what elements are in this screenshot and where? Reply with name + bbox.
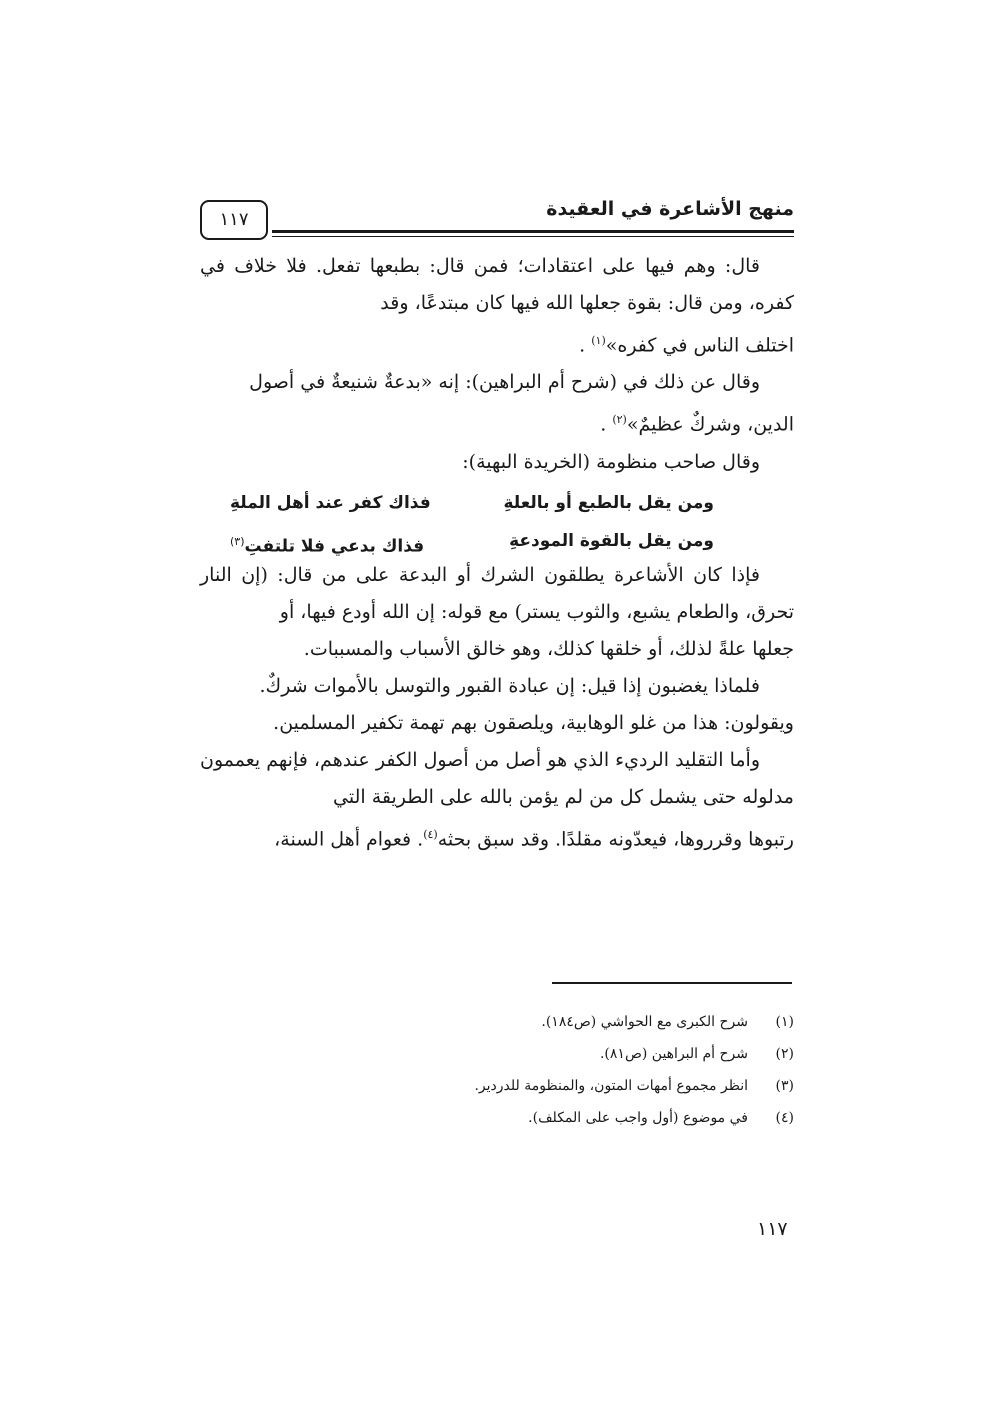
paragraph-7: وأما التقليد الرديء الذي هو أصل من أصول الكفر عندهم، فإنهم يعممون مدلوله حتى يشمل كل من لم يؤمن بالله على الطريقة التي رتبوها وقرروها، فيعدّونه مقلدًا. وقد سبق بحثه$^{(٤)}$. فعوام أهل السنة، bbox=[200, 748, 794, 850]
paragraph-3: وقال صاحب منظومة (الخريدة البهية): bbox=[462, 450, 760, 473]
page-number: ١١٧ bbox=[757, 1218, 788, 1240]
paragraph-4: فإذا كان الأشاعرة يطلقون الشرك أو البدعة على من قال: (إن النار تحرق، والطعام يشبع، والثوب يستر) مع قوله: إن الله أودع فيها، أو جعلها علةً لذلك، أو خلقها كذلك، وهو خالق الأسباب والمسببات. bbox=[200, 563, 794, 660]
footnote-number: (٤) bbox=[775, 1110, 794, 1126]
paragraph-2: وقال عن ذلك في (شرح أم البراهين): إنه «بدعةٌ شنيعةٌ في أصول الدين، وشركٌ عظيمٌ»$^{(٢)}$ . bbox=[249, 371, 794, 436]
paragraph-6: ويقولون: هذا من غلو الوهابية، ويلصقون بهم تهمة تكفير المسلمين. bbox=[273, 711, 794, 734]
verse-1-second-hemistich: فذاك كفر عند أهل الملةِ bbox=[230, 492, 431, 513]
footnote-number: (٢) bbox=[775, 1046, 794, 1062]
verse-1-first-hemistich: ومن يقل بالطبع أو بالعلةِ bbox=[503, 492, 714, 513]
verse-2-second-hemistich: فذاك بدعي فلا تلتفتِ$^{(٣)}$ bbox=[230, 534, 425, 557]
footnote-ref-1: (١) bbox=[591, 334, 606, 347]
footnote-text: انظر مجموع أمهات المتون، والمنظومة للدردير. bbox=[474, 1078, 748, 1094]
main-text bbox=[200, 248, 794, 858]
verse-line-2 bbox=[200, 519, 794, 557]
footnote-text: شرح أم البراهين (ص٨١). bbox=[599, 1046, 748, 1062]
footnote-ref-2: (٢) bbox=[612, 413, 627, 427]
header-rule-thin bbox=[272, 236, 794, 237]
footnote-ref-4: (٤) bbox=[423, 827, 438, 841]
header-page-number: ١١٧ bbox=[200, 200, 268, 240]
footnotes bbox=[300, 1006, 794, 1134]
paragraph-5: فلماذا يغضبون إذا قيل: إن عبادة القبور والتوسل بالأموات شركٌ. bbox=[259, 674, 760, 697]
header-rule-thick bbox=[272, 230, 794, 233]
footnote-text: شرح الكبرى مع الحواشي (ص١٨٤). bbox=[541, 1014, 748, 1030]
running-title: منهج الأشاعرة في العقيدة bbox=[546, 198, 794, 220]
running-header bbox=[200, 196, 794, 242]
footnote-ref-3: (٣) bbox=[230, 534, 245, 548]
footnote-number: (١) bbox=[775, 1014, 794, 1030]
footnote-separator bbox=[552, 982, 792, 984]
footnote-2 bbox=[300, 1038, 794, 1070]
footnote-number: (٣) bbox=[775, 1078, 794, 1094]
footnote-text: في موضوع (أول واجب على المكلف). bbox=[528, 1110, 748, 1126]
verse-2-first-hemistich: ومن يقل بالقوة المودعةِ bbox=[509, 530, 714, 551]
paragraph-1: قال: وهم فيها على اعتقادات؛ فمن قال: بطبعها تفعل. فلا خلاف في كفره، ومن قال: بقوة جعلها الله فيها كان مبتدعًا، وقد اختلف الناس في كفره»$^{(١)}$ . bbox=[200, 255, 794, 357]
footnote-4 bbox=[300, 1102, 794, 1134]
footnote-3 bbox=[300, 1070, 794, 1102]
verse-line-1 bbox=[200, 481, 794, 519]
footnote-1 bbox=[300, 1006, 794, 1038]
